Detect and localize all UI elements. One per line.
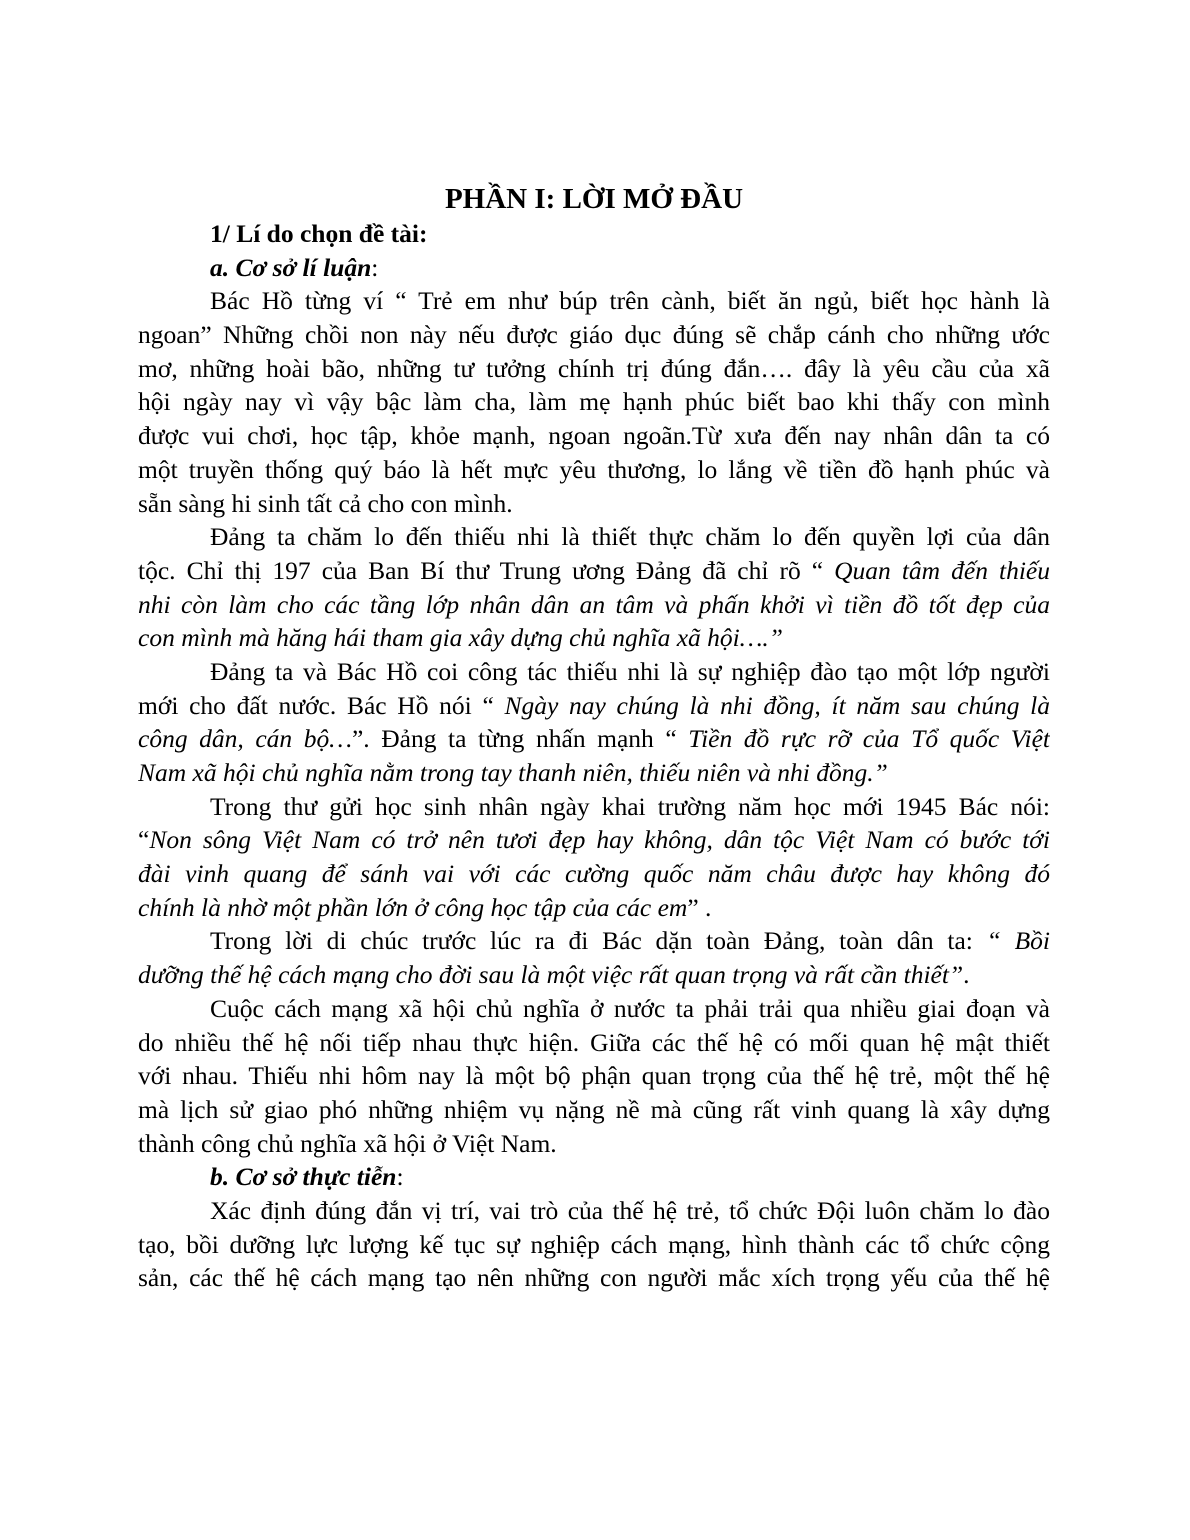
text-segment: Quan tâm đến thiếu <box>834 555 1050 585</box>
text-segment: mà lịch sử giao phó những nhiệm vụ nặng nề mà cũng rất vinh quang là xây dựng <box>138 1094 1050 1124</box>
text-line <box>138 689 1050 723</box>
text-segment: ” . <box>687 892 712 922</box>
text-segment: Bác Hồ từng ví “ Trẻ em như búp trên cành, biết ăn ngủ, biết học hành là <box>210 286 1050 316</box>
document-page <box>138 181 1050 1295</box>
text-segment: Tiền đồ rực rỡ của Tổ quốc Việt <box>688 724 1050 754</box>
text-line <box>138 419 1050 453</box>
text-segment: dưỡng thế hệ cách mạng cho đời sau là một việc rất quan trọng và rất cần thiết” <box>138 960 964 990</box>
text-segment: sản, các thế hệ cách mạng tạo nên những con người mắc xích trọng yếu của thế hệ <box>138 1263 1050 1293</box>
text-segment: với nhau. Thiếu nhi hôm nay là một bộ phận quan trọng của thế hệ trẻ, một thế hệ <box>138 1061 1050 1091</box>
text-segment: hội ngày nay vì vậy bậc làm cha, làm mẹ hạnh phúc biết bao khi thấy con mình <box>138 387 1050 417</box>
page-title: PHẦN I: LỜI MỞ ĐẦU <box>444 183 744 215</box>
text-line <box>138 588 1050 622</box>
text-line <box>138 554 1050 588</box>
text-segment: được vui chơi, học tập, khỏe mạnh, ngoan ngoãn.Từ xưa đến nay nhân dân ta có <box>138 421 1050 451</box>
text-line <box>138 352 1050 386</box>
text-line <box>138 992 1050 1026</box>
text-segment: Trong lời di chúc trước lúc ra đi Bác dặn toàn Đảng, toàn dân ta: <box>210 926 987 956</box>
text-line <box>138 318 1050 352</box>
text-segment: Đảng ta và Bác Hồ coi công tác thiếu nhi là sự nghiệp đào tạo một lớp người <box>210 656 1050 686</box>
text-segment: tạo, bồi dưỡng lực lượng kế tục sự nghiệp cách mạng, hình thành các tổ chức cộng <box>138 1229 1050 1259</box>
text-line <box>138 958 1050 992</box>
text-line <box>138 823 1050 857</box>
text-segment: nhi còn làm cho các tầng lớp nhân dân an tâm và phấn khởi vì tiền đồ tốt đẹp của <box>138 589 1050 619</box>
text-line <box>138 1261 1050 1295</box>
document-body <box>138 217 1050 1295</box>
text-line <box>138 284 1050 318</box>
text-line <box>138 1228 1050 1262</box>
text-segment: Đảng ta chăm lo đến thiếu nhi là thiết thực chăm lo đến quyền lợi của dân <box>210 522 1050 552</box>
text-line <box>138 621 1050 655</box>
text-segment: : <box>371 252 379 282</box>
text-segment: b. Cơ sở thực tiễn <box>210 1162 397 1192</box>
text-line <box>138 857 1050 891</box>
text-segment: tộc. Chỉ thị 197 của Ban Bí thư Trung ương Đảng đã chỉ rõ “ <box>138 555 835 585</box>
text-line <box>138 722 1050 756</box>
text-segment: . <box>963 960 970 990</box>
text-segment: thành công chủ nghĩa xã hội ở Việt Nam. <box>138 1128 557 1158</box>
text-line <box>138 385 1050 419</box>
text-line <box>138 1059 1050 1093</box>
text-line <box>138 487 1050 521</box>
text-segment: Xác định đúng đắn vị trí, vai trò của thế hệ trẻ, tổ chức Đội luôn chăm lo đào <box>210 1195 1050 1225</box>
text-line <box>138 1160 1050 1194</box>
text-segment: Ngày nay chúng là nhi đồng, ít năm sau chúng là <box>504 690 1050 720</box>
text-line <box>138 453 1050 487</box>
text-line <box>138 924 1050 958</box>
text-line <box>138 891 1050 925</box>
text-line <box>138 251 1050 285</box>
text-segment: Nam xã hội chủ nghĩa nằm trong tay thanh niên, thiếu niên và nhi đồng.” <box>138 758 888 787</box>
text-segment: đài vinh quang để sánh vai với các cường quốc năm châu được hay không đó <box>138 859 1050 889</box>
text-line <box>138 1026 1050 1060</box>
text-segment: : <box>396 1162 404 1192</box>
text-segment: mơ, những hoài bão, những tư tưởng chính trị đúng đắn…. đây là yêu cầu của xã <box>138 353 1050 383</box>
text-segment: Cuộc cách mạng xã hội chủ nghĩa ở nước ta phải trải qua nhiều giai đoạn và <box>210 993 1050 1023</box>
text-segment: a. Cơ sở lí luận <box>210 252 372 282</box>
text-segment: do nhiều thế hệ nối tiếp nhau thực hiện. Giữa các thế hệ có mối quan hệ mật thiết <box>138 1027 1050 1057</box>
text-line <box>138 1127 1050 1161</box>
text-line <box>138 756 1050 790</box>
text-segment: Trong thư gửi học sinh nhân ngày khai trường năm học mới 1945 Bác nói: <box>210 791 1050 821</box>
text-segment: con mình mà hăng hái tham gia xây dựng chủ nghĩa xã hội….” <box>138 623 783 653</box>
text-segment: Non sông Việt Nam có trở nên tươi đẹp hay không, dân tộc Việt Nam có bước tới <box>149 825 1050 855</box>
text-segment: chính là nhờ một phần lớn ở công học tập của các em <box>138 892 688 922</box>
text-line <box>138 1093 1050 1127</box>
text-segment: công dân, cán bộ… <box>138 724 352 754</box>
text-segment: sẵn sàng hi sinh tất cả cho con mình. <box>138 488 513 518</box>
text-segment: mới cho đất nước. Bác Hồ nói “ <box>138 690 505 720</box>
text-line <box>138 790 1050 824</box>
text-segment: một truyền thống quý báo là hết mực yêu thương, lo lắng về tiền đồ hạnh phúc và <box>138 454 1050 484</box>
text-segment: ”. Đảng ta từng nhấn mạnh “ <box>351 724 689 754</box>
text-segment: “ Bồi <box>986 926 1050 956</box>
text-line <box>138 1194 1050 1228</box>
text-segment: “ <box>138 825 150 855</box>
text-line <box>138 655 1050 689</box>
text-line <box>138 520 1050 554</box>
text-segment: 1/ Lí do chọn đề tài: <box>210 219 428 248</box>
text-segment: ngoan” Những chồi non này nếu được giáo dục đúng sẽ chắp cánh cho những ước <box>138 320 1050 350</box>
text-line <box>138 217 1050 251</box>
